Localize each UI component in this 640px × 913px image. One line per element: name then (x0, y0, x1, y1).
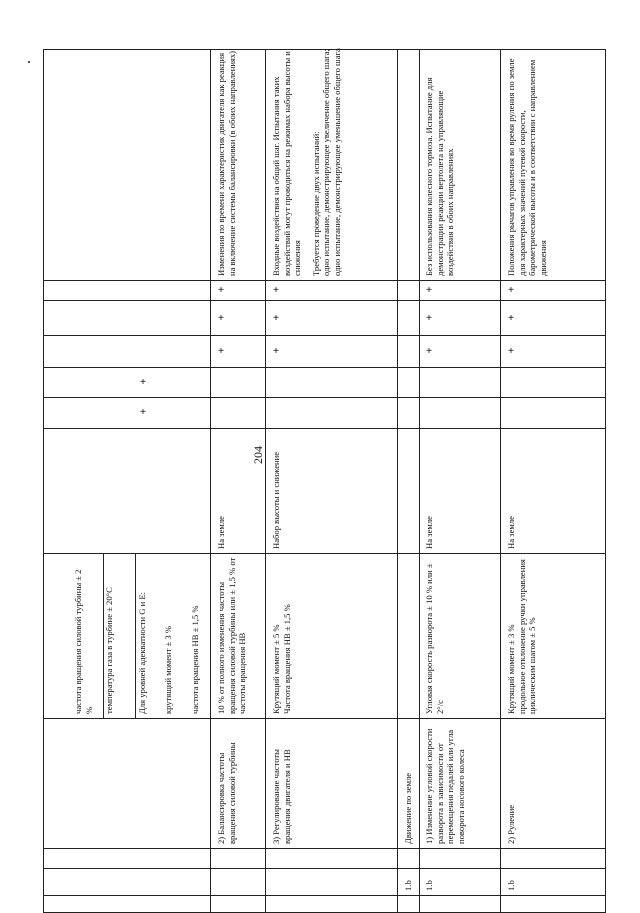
plus-mark-row5-c5: + (425, 312, 433, 324)
row4-section-title: Движение по земле (403, 772, 413, 844)
row-divider (500, 49, 501, 912)
plus-mark-row6-c6: + (507, 284, 515, 296)
row5-comment-0: Без использования колесного тормоза. Испытание для демонстрации реакции вертолета на управляющие воздействия в обоих направлениях (424, 77, 456, 276)
row6-test: 2) Руление (506, 804, 516, 844)
table-border-left (43, 49, 44, 912)
col-divider-num (43, 868, 606, 869)
row4-num: 1.b (403, 880, 413, 891)
col-divider-margin (43, 895, 606, 896)
row6-comment-0: Положения рычагов управления во время руления по земле для характерных значений путевой скорости, барометрической высоты и в соответствии с направлением движения (506, 58, 548, 276)
row-divider (210, 49, 211, 912)
plus-mark-row5-c3: + (425, 345, 433, 357)
scan-speck (28, 61, 30, 63)
row1-param-4: частота вращения НВ ± 1,5 % (190, 605, 200, 714)
plus-mark-row2-c5: + (217, 312, 225, 324)
col-divider-comments (43, 280, 606, 281)
row-divider (265, 49, 266, 912)
row3-comments: Входные воздействия на общий шаг. Испытания таких воздействий могут проводиться на режимах набора высоты и снижения Требуется проведение двух испытаний: одно испытание, демонстрирующее увеличение общего шага; одно испытание, демонстрирующее уменьшение общего шага (271, 48, 342, 276)
plus-mark-row1-c1: + (139, 406, 147, 418)
plus-mark-row2-c3: + (217, 345, 225, 357)
row6-num: 1.b (506, 880, 516, 891)
col-divider-test (43, 848, 606, 849)
row3-params: Крутящий момент ± 5 % Частота вращения НВ ± 1,5 % (271, 604, 292, 714)
row3-test: 3) Регулирование частоты вращения двигателя и НВ (271, 749, 292, 844)
row2-comment-0: Изменения по времени характеристик двигателя как реакция на включение системы балансировки (в обоих направлениях) (216, 50, 237, 276)
row2-param-0: 10 % от полного изменения частоты вращения силовой турбины или ± 1,5 % от частоты вращения НВ (216, 557, 248, 714)
row5-test: 1) Изменение угловой скорости разворота в зависимости от перемещения педалей или угла поворота носового колеса (424, 728, 466, 844)
page-number: 204 (251, 446, 265, 464)
col-divider-mark (43, 428, 606, 429)
col-divider-mark (43, 300, 606, 301)
row1-param-2: Для уровней адекватности G и E: (137, 592, 147, 714)
plus-mark-row3-c3: + (272, 345, 280, 357)
plus-mark-row5-c6: + (425, 284, 433, 296)
plus-mark-row1-c2: + (139, 376, 147, 388)
row-divider (397, 49, 398, 912)
row3-condition: Набор высоты и снижение (271, 451, 281, 549)
row1-param-3: крутящий момент ± 3 % (163, 625, 173, 714)
plus-mark-row3-c5: + (272, 312, 280, 324)
row1-param-1: температура газа в турбине ± 20°C (104, 587, 114, 714)
col-divider-params (43, 718, 606, 719)
col-divider-mark (43, 335, 606, 336)
plus-mark-row2-c6: + (217, 284, 225, 296)
row1-param-0: частота вращения силовой турбины ± 2 % (73, 569, 94, 714)
plus-mark-row3-c6: + (272, 284, 280, 296)
row-divider (419, 49, 420, 912)
col-divider-mark (43, 397, 606, 398)
sub-row-divider (135, 553, 136, 718)
row5-num: 1.b (424, 880, 434, 891)
row5-condition: На земле (424, 516, 434, 549)
row2-condition: На земле (216, 516, 226, 549)
plus-mark-row6-c5: + (507, 312, 515, 324)
row6-condition: На земле (506, 516, 516, 549)
table-border-right (605, 49, 606, 913)
row5-param-0: Угловая скорость разворота ± 10 % или ± 2°/c (424, 563, 445, 714)
row2-test: 2) Балансировка частоты вращения силовой турбины (216, 742, 237, 844)
col-divider-mark (43, 367, 606, 368)
plus-mark-row6-c3: + (507, 345, 515, 357)
row6-params: Крутящий момент ± 3 % продольное отклонение ручки управления циклическим шагом ± 5 % (506, 559, 538, 714)
